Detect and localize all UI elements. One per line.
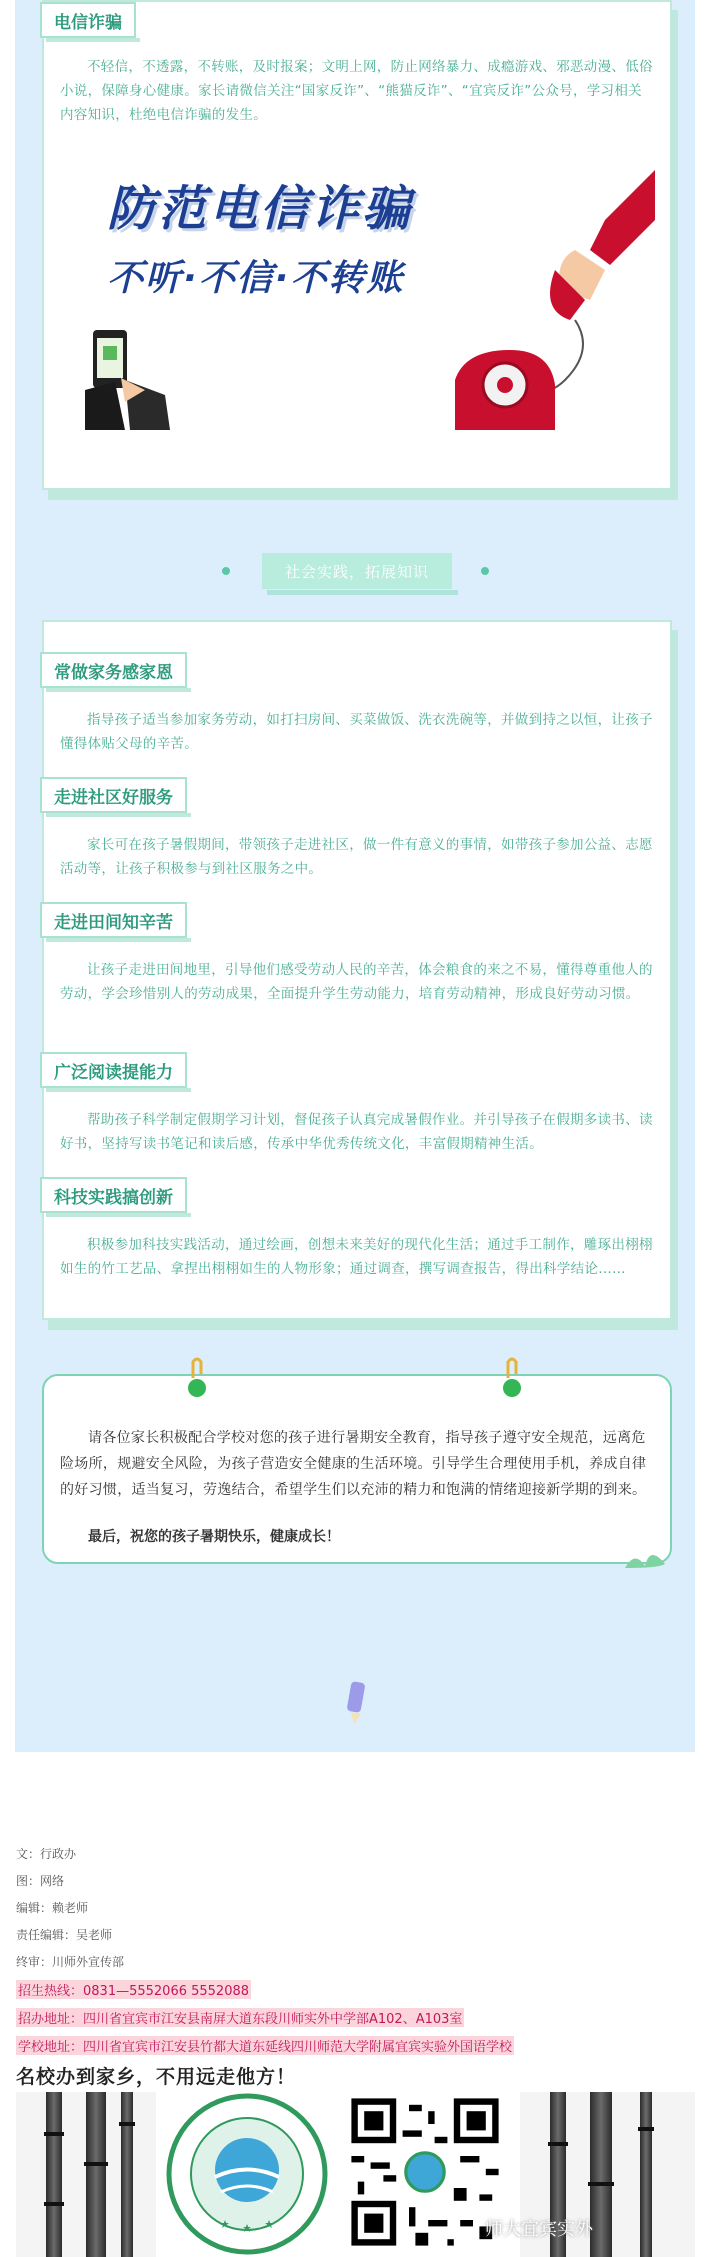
qr-code[interactable]: [345, 2092, 505, 2252]
anti-fraud-banner: [95, 150, 655, 450]
grass-icon: [620, 1540, 670, 1570]
practice-paragraph-4: 帮助孩子科学制定假期学习计划，督促孩子认真完成暑假作业。并引导孩子在假期多读书、读好书，坚持写读书笔记和读后感，传承中华优秀传统文化，丰富假期精神生活。: [60, 1112, 653, 1152]
account-watermark: 师大宜宾实外: [485, 2219, 593, 2240]
practice-tag-5: [40, 1177, 187, 1213]
credit-text: 文：行政办: [16, 1847, 77, 1861]
practice-section-title: [262, 553, 452, 589]
bamboo-left-image: [16, 2092, 156, 2257]
practice-tag-label: 广泛阅读提能力: [54, 1062, 173, 1083]
practice-tag-1: [40, 652, 187, 688]
practice-paragraph-1: 指导孩子适当参加家务劳动，如打扫房间、买菜做饭、洗衣洗碗等，并做到持之以恒，让孩子懂得体贴父母的辛苦。: [60, 712, 653, 752]
credit-chief-editor: 责任编辑：吴老师: [16, 1928, 113, 1942]
enrollment-hotline: 招生热线：0831—5552066 5552088: [16, 1980, 251, 1999]
binder-clip-right-icon: [500, 1356, 524, 1398]
credit-editor: 编辑：赖老师: [16, 1901, 89, 1915]
school-address: 学校地址：四川省宜宾市江安县竹都大道东延线四川师范大学附属宜宾实验外国语学校: [16, 2036, 514, 2055]
pencil-icon: [343, 1680, 369, 1726]
telephone-icon: [455, 150, 655, 440]
practice-paragraph-2: 家长可在孩子暑假期间，带领孩子走进社区，做一件有意义的事情，如带孩子参加公益、志愿活动等，让孩子积极参与到社区服务之中。: [60, 837, 653, 877]
enrollment-office-address: 招办地址：四川省宜宾市江安县南屏大道东段川师实外中学部A102、A103室: [16, 2008, 464, 2027]
fraud-tag-label: 电信诈骗: [54, 12, 122, 33]
notice-paragraph: 请各位家长积极配合学校对您的孩子进行暑期安全教育，指导孩子遵守安全规范，远离危险场所，规避安全风险，为孩子营造安全健康的生活环境。引导学生合理使用手机，养成自律的好习惯，适当复习，劳逸结合，希望学生们以充沛的精力和饱满的情绪迎接新学期的到来。: [60, 1430, 647, 1498]
practice-tag-2: [40, 777, 187, 813]
chip-left-dot: [222, 567, 230, 575]
practice-tag-label: 走进田间知辛苦: [54, 912, 173, 933]
practice-tag-4: [40, 1052, 187, 1088]
practice-paragraph-5: 积极参加科技实践活动，通过绘画，创想未来美好的现代化生活；通过手工制作，雕琢出栩栩如生的竹工艺品、拿捏出栩栩如生的人物形象；通过调查，撰写调查报告，得出科学结论……: [60, 1237, 653, 1277]
credit-review: 终审：川师外宣传部: [16, 1955, 125, 1969]
notice-closing: 最后，祝您的孩子暑期快乐，健康成长！: [88, 1529, 340, 1545]
practice-tag-label: 走进社区好服务: [54, 787, 173, 808]
practice-paragraph-3: 让孩子走进田间地里，引导他们感受劳动人民的辛苦，体会粮食的来之不易，懂得尊重他人的劳动，学会珍惜别人的劳动成果，全面提升学生劳动能力，培育劳动精神，形成良好劳动习惯。: [60, 962, 653, 1002]
practice-tag-label: 常做家务感家恩: [54, 662, 173, 683]
practice-tag-3: [40, 902, 187, 938]
fraud-tag: [40, 2, 136, 38]
slogan: 名校办到家乡，不用远走他方！: [16, 2066, 297, 2088]
practice-section-title-label: 社会实践，拓展知识: [284, 562, 429, 581]
banner-title: 防范电信诈骗: [107, 181, 414, 237]
school-seal-logo: [165, 2092, 330, 2257]
fraud-paragraph: 不轻信，不透露，不转账，及时报案；文明上网，防止网络暴力、成瘾游戏、邪恶动漫、低俗小说，保障身心健康。家长请微信关注“国家反诈”、“熊猫反诈”、“宜宾反诈”公众号，学习相关内容知识，杜绝电信诈骗的发生。: [60, 59, 653, 123]
mobile-phone-icon: [85, 320, 175, 430]
practice-tag-label: 科技实践搞创新: [54, 1187, 173, 1208]
credit-image: 图：网络: [16, 1874, 65, 1888]
chip-right-dot: [481, 567, 489, 575]
banner-subtitle: 不听·不信·不转账: [107, 258, 405, 299]
binder-clip-left-icon: [185, 1356, 209, 1398]
